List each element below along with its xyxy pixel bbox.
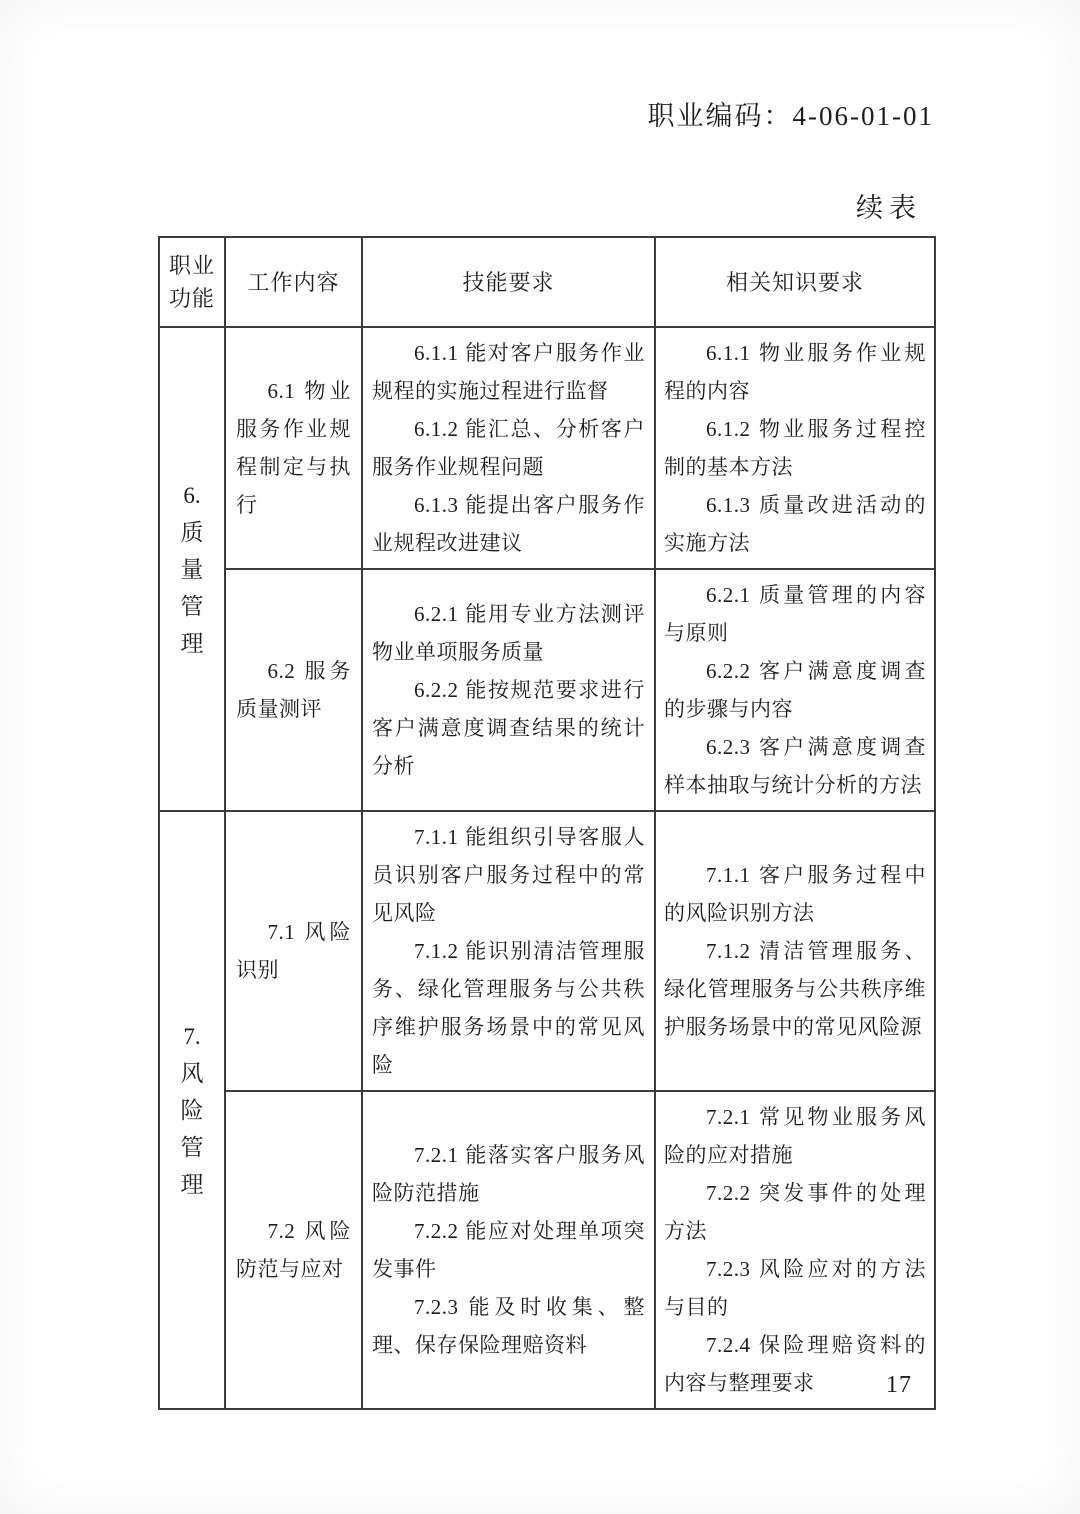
knowledge-item: 7.1.2 清洁管理服务、绿化管理服务与公共秩序维护服务场景中的常见风险源 [664,939,926,1039]
work-content-text: 7.1 风险识别 [236,920,351,982]
table-row [159,1091,935,1409]
work-content-cell [225,569,362,811]
work-content-cell [225,1091,362,1409]
header-knowledge-requirements: 相关知识要求 [655,237,935,327]
knowledge-item: 6.2.2 客户满意度调查的步骤与内容 [664,659,926,721]
skill-item: 7.2.2 能应对处理单项突发事件 [372,1219,645,1281]
skill-item: 7.2.3 能及时收集、整理、保存保险理赔资料 [372,1295,645,1357]
skill-cell [362,1091,655,1409]
table-row [159,327,935,569]
header-work-content: 工作内容 [225,237,362,327]
work-content-cell [225,811,362,1091]
knowledge-cell [655,327,935,569]
knowledge-item: 6.1.3 质量改进活动的实施方法 [664,493,926,555]
skill-cell [362,327,655,569]
work-content-cell [225,327,362,569]
knowledge-item: 7.2.1 常见物业服务风险的应对措施 [664,1105,926,1167]
skill-item: 6.1.2 能汇总、分析客户服务作业规程问题 [372,417,645,479]
table-row [159,569,935,811]
header-skill-requirements: 技能要求 [362,237,655,327]
skill-item: 6.2.1 能用专业方法测评物业单项服务质量 [372,602,645,664]
skill-item: 6.2.2 能按规范要求进行客户满意度调查结果的统计分析 [372,678,645,778]
function-number: 7. [183,1023,201,1049]
function-name-char: 管 [180,593,204,619]
skill-item: 7.1.2 能识别清洁管理服务、绿化管理服务与公共秩序维护服务场景中的常见风险 [372,939,645,1077]
function-cell [159,811,225,1409]
knowledge-item: 7.1.1 客户服务过程中的风险识别方法 [664,863,926,925]
skill-cell [362,811,655,1091]
function-name-char: 理 [180,1171,204,1197]
skill-item: 7.1.1 能组织引导客服人员识别客户服务过程中的常见风险 [372,825,645,925]
function-number: 6. [183,482,201,508]
page-number: 17 [886,1372,912,1398]
knowledge-item: 6.1.1 物业服务作业规程的内容 [664,341,926,403]
knowledge-item: 7.2.3 风险应对的方法与目的 [664,1257,926,1319]
function-name-char: 量 [180,556,204,582]
function-name-char: 质 [180,519,204,545]
skill-item: 7.2.1 能落实客户服务风险防范措施 [372,1143,645,1205]
knowledge-cell [655,1091,935,1409]
knowledge-item: 7.2.2 突发事件的处理方法 [664,1181,926,1243]
skill-item: 6.1.3 能提出客户服务作业规程改进建议 [372,493,645,555]
table-header-row [159,237,935,327]
function-name-char: 管 [180,1134,204,1160]
skill-cell [362,569,655,811]
knowledge-item: 7.2.4 保险理赔资料的内容与整理要求 [664,1333,926,1395]
table-row [159,811,935,1091]
knowledge-cell [655,811,935,1091]
header-occupation-function: 职业功能 [159,237,225,327]
function-name-char: 险 [180,1097,204,1123]
knowledge-item: 6.2.3 客户满意度调查样本抽取与统计分析的方法 [664,735,926,797]
work-content-text: 6.1 物业服务作业规程制定与执行 [236,379,351,517]
knowledge-cell [655,569,935,811]
function-name-char: 理 [180,630,204,656]
knowledge-item: 6.1.2 物业服务过程控制的基本方法 [664,417,926,479]
occupation-standard-table [158,236,936,1410]
work-content-text: 7.2 风险防范与应对 [236,1219,351,1281]
continuation-label: 续表 [856,193,922,223]
occupation-code: 职业编码：4-06-01-01 [647,101,934,131]
work-content-text: 6.2 服务质量测评 [236,659,351,721]
skill-item: 6.1.1 能对客户服务作业规程的实施过程进行监督 [372,341,645,403]
function-name-char: 风 [180,1060,204,1086]
function-cell [159,327,225,811]
knowledge-item: 6.2.1 质量管理的内容与原则 [664,583,926,645]
